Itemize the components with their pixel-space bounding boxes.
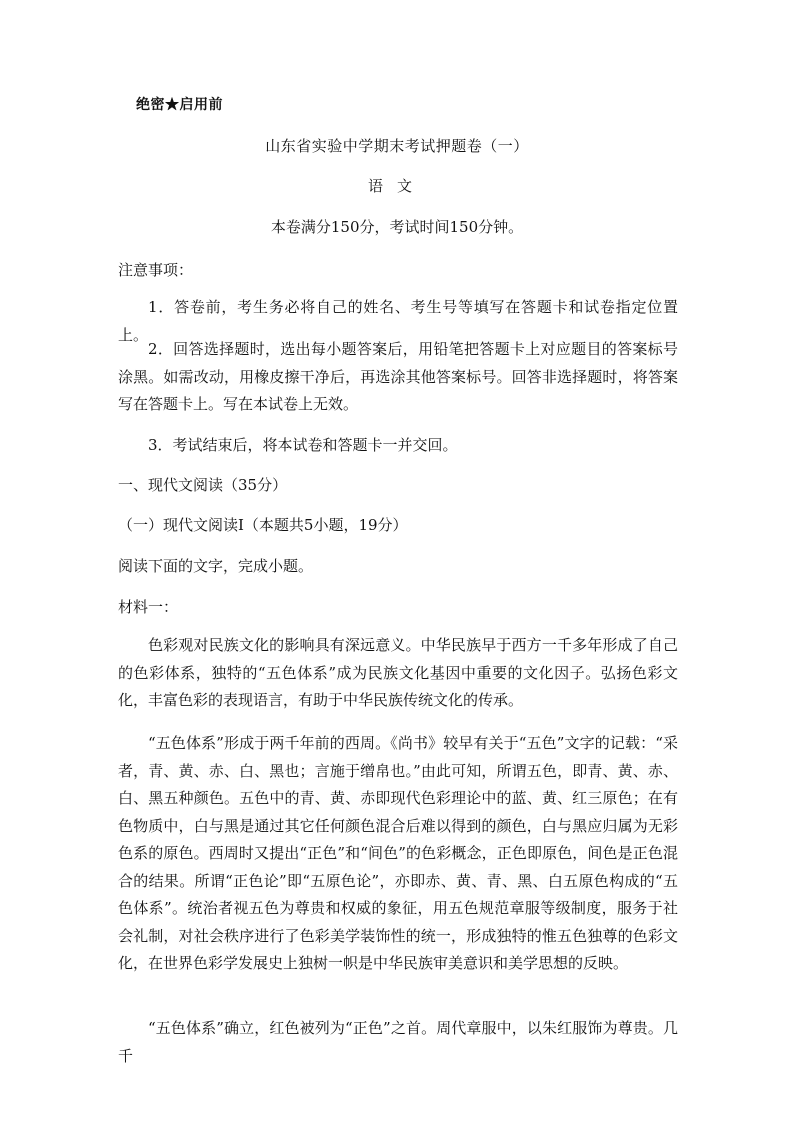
instruction-text: 阅读下面的文字，完成小题。 [118,557,314,575]
notice-item-2: 2．回答选择题时，选出每小题答案后，用铅笔把答题卡上对应题目的答案标号涂黑。如需改动，用橡皮擦干净后，再选涂其他答案标号。回答非选择题时，将答案写在答题卡上。写在本试卷上无效。 [118,340,678,413]
material-label: 材料一： [118,598,179,616]
passage-paragraph-3: “五色体系”确立，红色被列为“正色”之首。周代章服中，以朱红服饰为尊贵。几千 [118,1019,678,1065]
passage-paragraph-1: 色彩观对民族文化的影响具有深远意义。中华民族早于西方一千多年形成了自己的色彩体系，独特的“五色体系”成为民族文化基因中重要的文化因子。弘扬色彩文化，丰富色彩的表现语言，有助于中华民族传统文化的传承。 [118,636,678,709]
exam-title: 山东省实验中学期末考试押题卷（一） [265,137,529,155]
section-heading: 一、现代文阅读（35分） [118,476,288,494]
notice-heading: 注意事项： [118,261,194,279]
secret-label: 绝密★启用前 [136,97,223,113]
notice-item-1: 1．答卷前，考生务必将自己的姓名、考生号等填写在答题卡和试卷指定位置上。 [118,298,678,344]
subject-title: 语文 [367,177,426,195]
subsection-heading: （一）现代文阅读Ⅰ（本题共5小题，19分） [118,516,408,534]
score-info: 本卷满分150分，考试时间150分钟。 [270,218,524,236]
passage-paragraph-2: “五色体系”形成于两千年前的西周。《尚书》较早有关于“五色”文字的记载：“采者，青、黄、赤、白、黑也；言施于缯帛也。”由此可知，所谓五色，即青、黄、赤、白、黑五种颜色。五色中的青、黄、赤即现代色彩理论中的蓝、黄、红三原色；在有色物质中，白与黑是通过其它任何颜色混合后难以得到的颜色，白与黑应归属为无彩色系的原色。西周时又提出“正色”和“间色”的色彩概念，正色即原色，间色是正色混合的结果。所谓“正色论”即“五原色论”，亦即赤、黄、青、黑、白五原色构成的“五色体系”。统治者视五色为尊贵和权威的象征，用五色规范章服等级制度，服务于社会礼制，对社会秩序进行了色彩美学装饰性的统一，形成独特的惟五色独尊的色彩文化，在世界色彩学发展史上独树一帜是中华民族审美意识和美学思想的反映。 [118,734,678,972]
notice-item-3: 3．考试结束后，将本试卷和答题卡一并交回。 [148,436,458,454]
